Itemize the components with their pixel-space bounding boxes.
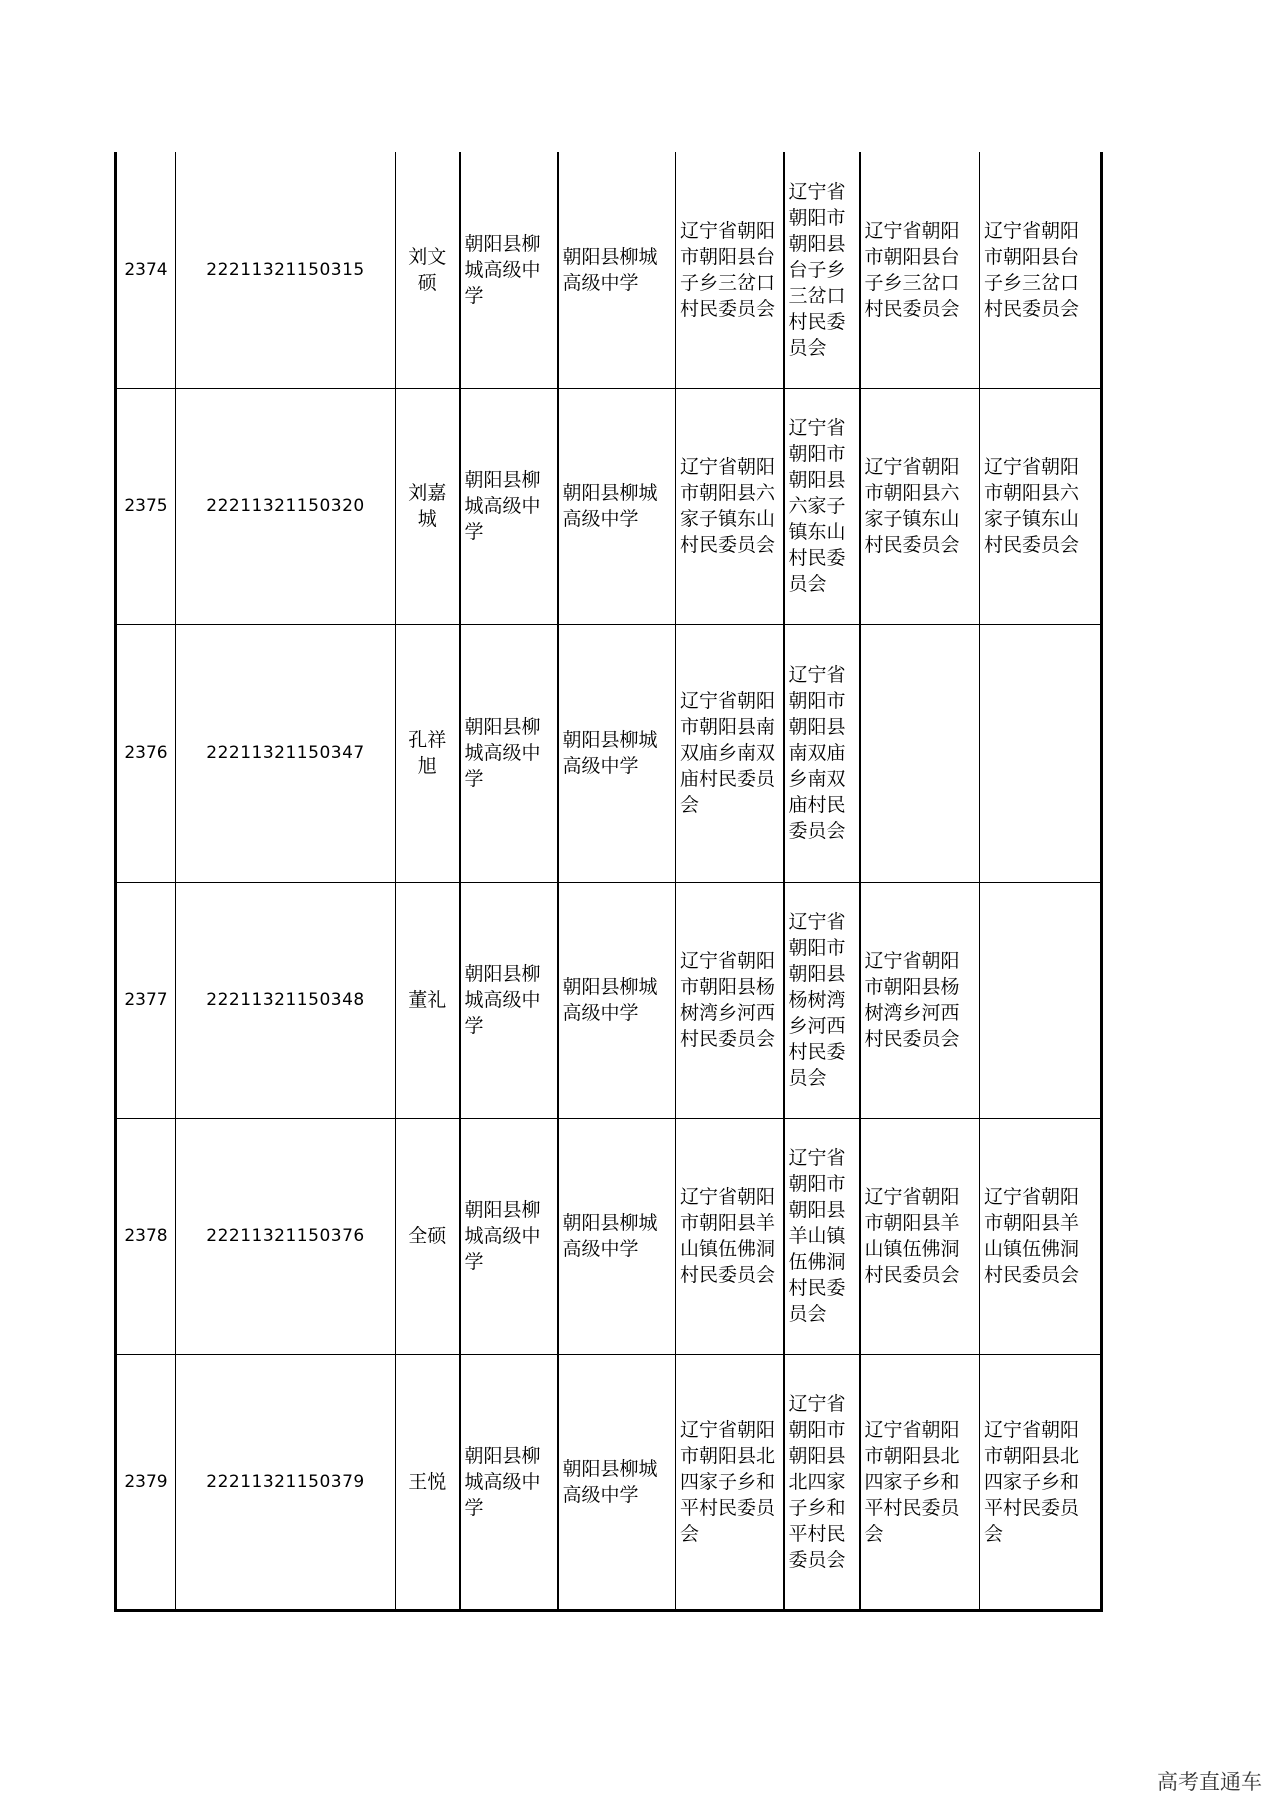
exam-number-cell: 22211321150315	[176, 152, 396, 388]
school-name-cell: 朝阳县柳城高级中学	[460, 388, 558, 624]
exam-number-cell: 22211321150348	[176, 882, 396, 1118]
watermark-text: 高考直通车	[1157, 1770, 1262, 1794]
address-1-cell: 辽宁省朝阳市朝阳县六家子镇东山村民委员会	[676, 388, 784, 624]
address-3-cell: 辽宁省朝阳市朝阳县杨树湾乡河西村民委员会	[860, 882, 980, 1118]
address-4-cell: 辽宁省朝阳市朝阳县六家子镇东山村民委员会	[980, 388, 1102, 624]
student-name-cell: 董礼	[396, 882, 460, 1118]
exam-number-cell: 22211321150376	[176, 1118, 396, 1354]
row-number-cell: 2374	[116, 152, 176, 388]
exam-number-cell: 22211321150379	[176, 1354, 396, 1610]
address-3-cell: 辽宁省朝阳市朝阳县北四家子乡和平村民委员会	[860, 1354, 980, 1610]
school-name-cell: 朝阳县柳城高级中学	[460, 882, 558, 1118]
address-1-cell: 辽宁省朝阳市朝阳县南双庙乡南双庙村民委员会	[676, 624, 784, 882]
roster-table-container	[114, 152, 1103, 1612]
address-3-cell: 辽宁省朝阳市朝阳县羊山镇伍佛洞村民委员会	[860, 1118, 980, 1354]
row-number-cell: 2379	[116, 1354, 176, 1610]
graduating-school-cell: 朝阳县柳城高级中学	[558, 388, 676, 624]
address-2-cell: 辽宁省朝阳市朝阳县杨树湾乡河西村民委员会	[784, 882, 860, 1118]
address-4-cell: 辽宁省朝阳市朝阳县北四家子乡和平村民委员会	[980, 1354, 1102, 1610]
address-3-cell	[860, 624, 980, 882]
school-name-cell: 朝阳县柳城高级中学	[460, 1118, 558, 1354]
graduating-school-cell: 朝阳县柳城高级中学	[558, 882, 676, 1118]
student-name-cell: 刘文硕	[396, 152, 460, 388]
address-2-cell: 辽宁省朝阳市朝阳县六家子镇东山村民委员会	[784, 388, 860, 624]
address-1-cell: 辽宁省朝阳市朝阳县羊山镇伍佛洞村民委员会	[676, 1118, 784, 1354]
school-name-cell: 朝阳县柳城高级中学	[460, 1354, 558, 1610]
table-row	[116, 882, 1102, 1118]
address-4-cell	[980, 624, 1102, 882]
exam-number-cell: 22211321150320	[176, 388, 396, 624]
address-4-cell: 辽宁省朝阳市朝阳县台子乡三岔口村民委员会	[980, 152, 1102, 388]
row-number-cell: 2377	[116, 882, 176, 1118]
row-number-cell: 2376	[116, 624, 176, 882]
exam-number-cell: 22211321150347	[176, 624, 396, 882]
address-3-cell: 辽宁省朝阳市朝阳县六家子镇东山村民委员会	[860, 388, 980, 624]
school-name-cell: 朝阳县柳城高级中学	[460, 624, 558, 882]
table-row	[116, 624, 1102, 882]
address-3-cell: 辽宁省朝阳市朝阳县台子乡三岔口村民委员会	[860, 152, 980, 388]
address-1-cell: 辽宁省朝阳市朝阳县北四家子乡和平村民委员会	[676, 1354, 784, 1610]
student-name-cell: 孔祥旭	[396, 624, 460, 882]
table-row	[116, 388, 1102, 624]
graduating-school-cell: 朝阳县柳城高级中学	[558, 1118, 676, 1354]
graduating-school-cell: 朝阳县柳城高级中学	[558, 1354, 676, 1610]
roster-table	[114, 152, 1103, 1612]
address-2-cell: 辽宁省朝阳市朝阳县羊山镇伍佛洞村民委员会	[784, 1118, 860, 1354]
table-row	[116, 1354, 1102, 1610]
row-number-cell: 2378	[116, 1118, 176, 1354]
address-1-cell: 辽宁省朝阳市朝阳县台子乡三岔口村民委员会	[676, 152, 784, 388]
table-row	[116, 152, 1102, 388]
address-1-cell: 辽宁省朝阳市朝阳县杨树湾乡河西村民委员会	[676, 882, 784, 1118]
school-name-cell: 朝阳县柳城高级中学	[460, 152, 558, 388]
student-name-cell: 王悦	[396, 1354, 460, 1610]
student-name-cell: 刘嘉城	[396, 388, 460, 624]
graduating-school-cell: 朝阳县柳城高级中学	[558, 624, 676, 882]
address-2-cell: 辽宁省朝阳市朝阳县台子乡三岔口村民委员会	[784, 152, 860, 388]
row-number-cell: 2375	[116, 388, 176, 624]
address-4-cell: 辽宁省朝阳市朝阳县羊山镇伍佛洞村民委员会	[980, 1118, 1102, 1354]
address-2-cell: 辽宁省朝阳市朝阳县南双庙乡南双庙村民委员会	[784, 624, 860, 882]
student-name-cell: 全硕	[396, 1118, 460, 1354]
address-2-cell: 辽宁省朝阳市朝阳县北四家子乡和平村民委员会	[784, 1354, 860, 1610]
address-4-cell	[980, 882, 1102, 1118]
table-row	[116, 1118, 1102, 1354]
graduating-school-cell: 朝阳县柳城高级中学	[558, 152, 676, 388]
